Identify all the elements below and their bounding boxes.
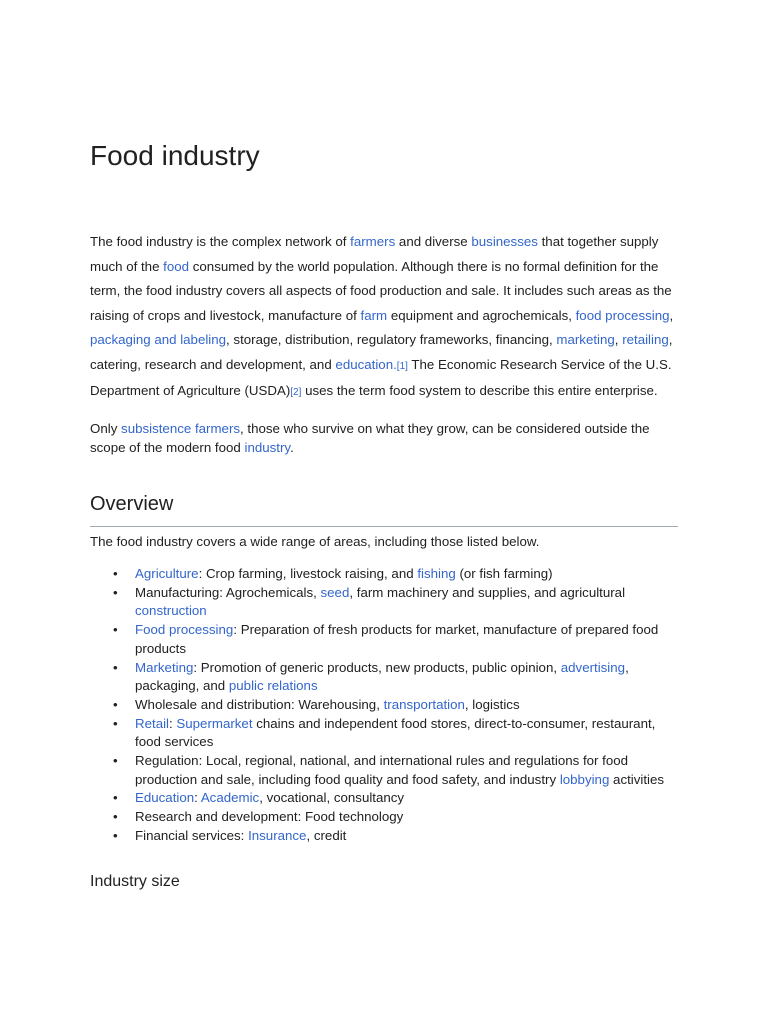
link-advertising[interactable]: advertising [560, 659, 626, 675]
list-item-retail [135, 715, 678, 752]
link-farmers[interactable]: farmers [350, 234, 396, 249]
link-supermarket[interactable]: Supermarket [176, 715, 253, 731]
list-item-text: : Crop farming, livestock raising, and [198, 566, 418, 581]
second-paragraph [90, 419, 678, 457]
overview-lead: The food industry covers a wide range of areas, including those listed below. [90, 534, 540, 549]
link-public-relations[interactable]: public relations [228, 678, 318, 694]
link-farm[interactable]: farm [360, 307, 388, 323]
list-item-food-processing [135, 621, 678, 658]
intro-text: , catering, research and development, and [90, 332, 673, 372]
link-subsistence-farmers[interactable]: subsistence farmers [121, 421, 241, 436]
list-item-text: activities [609, 771, 665, 787]
page-title: Food industry [90, 140, 260, 171]
list-item-text: , logistics [464, 696, 520, 712]
link-marketing[interactable]: marketing [556, 332, 615, 347]
list-item-marketing [135, 659, 678, 696]
link-food-processing[interactable]: food processing [575, 307, 670, 323]
list-item-education [135, 789, 678, 808]
link-lobbying[interactable]: lobbying [559, 771, 610, 787]
overview-heading: Overview [90, 490, 678, 527]
intro-text: and diverse [395, 234, 472, 249]
list-item-manufacturing [135, 584, 678, 621]
list-item-financial-services [135, 827, 678, 846]
link-retailing[interactable]: retailing [622, 332, 669, 347]
link-retail[interactable]: Retail [135, 715, 169, 731]
intro-text: , [614, 332, 623, 347]
link-education[interactable]: education. [335, 356, 397, 372]
list-item-text: (or fish farming) [455, 566, 553, 581]
intro-paragraph [90, 230, 678, 406]
list-item-text: Research and development: Food technology [135, 809, 404, 825]
list-item-wholesale [135, 696, 678, 715]
intro-text: The Economic Research Service of the U.S. Department of Agriculture (USDA) [90, 356, 672, 398]
link-agriculture[interactable]: Agriculture [135, 566, 199, 581]
list-item-text: : [194, 790, 201, 806]
link-academic[interactable]: Academic [200, 790, 260, 806]
link-transportation[interactable]: transportation [383, 696, 465, 712]
link-insurance[interactable]: Insurance [248, 827, 307, 843]
overview-list [90, 565, 678, 846]
link-education-list[interactable]: Education [135, 790, 195, 806]
link-seed[interactable]: seed [320, 584, 350, 600]
list-item-text: Regulation: Local, regional, national, and international rules and regulations for food production and sale, including food quality and food safety, and industry [135, 753, 629, 787]
intro-text: equipment and agrochemicals, [387, 307, 576, 323]
list-item-text: , vocational, consultancy [259, 790, 405, 806]
list-item-text: : Promotion of generic products, new products, public opinion, [193, 659, 561, 675]
list-item-text: chains and independent food stores, direct-to-consumer, restaurant, food services [135, 715, 656, 750]
list-item-text: , farm machinery and supplies, and agricultural [349, 584, 626, 600]
list-item-text: Wholesale and distribution: Warehousing, [135, 696, 384, 712]
intro-text: uses the term food system to describe this entire enterprise. [301, 383, 658, 398]
paragraph-text: . [290, 440, 294, 455]
link-food[interactable]: food [163, 258, 190, 274]
list-item-agriculture [135, 565, 678, 584]
paragraph-text: Only [90, 421, 122, 436]
link-construction[interactable]: construction [135, 603, 207, 619]
intro-text: The food industry is the complex network of [90, 234, 351, 249]
intro-text: consumed by the world population. Although there is no formal definition for the term, the food industry covers all aspects of food production and sale. It includes such areas as the raising of crops and livestock, manufacture of [90, 258, 672, 323]
list-item-text: , packaging, and [135, 659, 629, 694]
list-item-text: , credit [306, 827, 347, 843]
industry-size-heading: Industry size [90, 873, 180, 890]
list-item-text: : [169, 715, 177, 731]
link-businesses[interactable]: businesses [471, 234, 538, 249]
link-food-processing-list[interactable]: Food processing [135, 622, 234, 638]
intro-text: , [669, 307, 674, 323]
intro-text: , storage, distribution, regulatory frameworks, financing, [226, 332, 557, 347]
link-packaging-and-labeling[interactable]: packaging and labeling [90, 332, 227, 347]
list-item-text: Manufacturing: Agrochemicals, [135, 584, 321, 600]
reference-1[interactable]: [1] [396, 360, 408, 372]
link-fishing[interactable]: fishing [417, 566, 456, 581]
list-item-text: Financial services: [135, 827, 249, 843]
list-item-text: : Preparation of fresh products for market, manufacture of prepared food products [135, 622, 659, 656]
intro-text: that together supply much of the [90, 234, 659, 274]
list-item-research [135, 808, 678, 827]
link-industry[interactable]: industry [244, 440, 291, 455]
reference-2[interactable]: [2] [290, 387, 302, 398]
link-marketing-list[interactable]: Marketing [135, 659, 194, 675]
list-item-regulation [135, 752, 678, 789]
paragraph-text: , those who survive on what they grow, can be considered outside the scope of the modern food [90, 421, 650, 455]
